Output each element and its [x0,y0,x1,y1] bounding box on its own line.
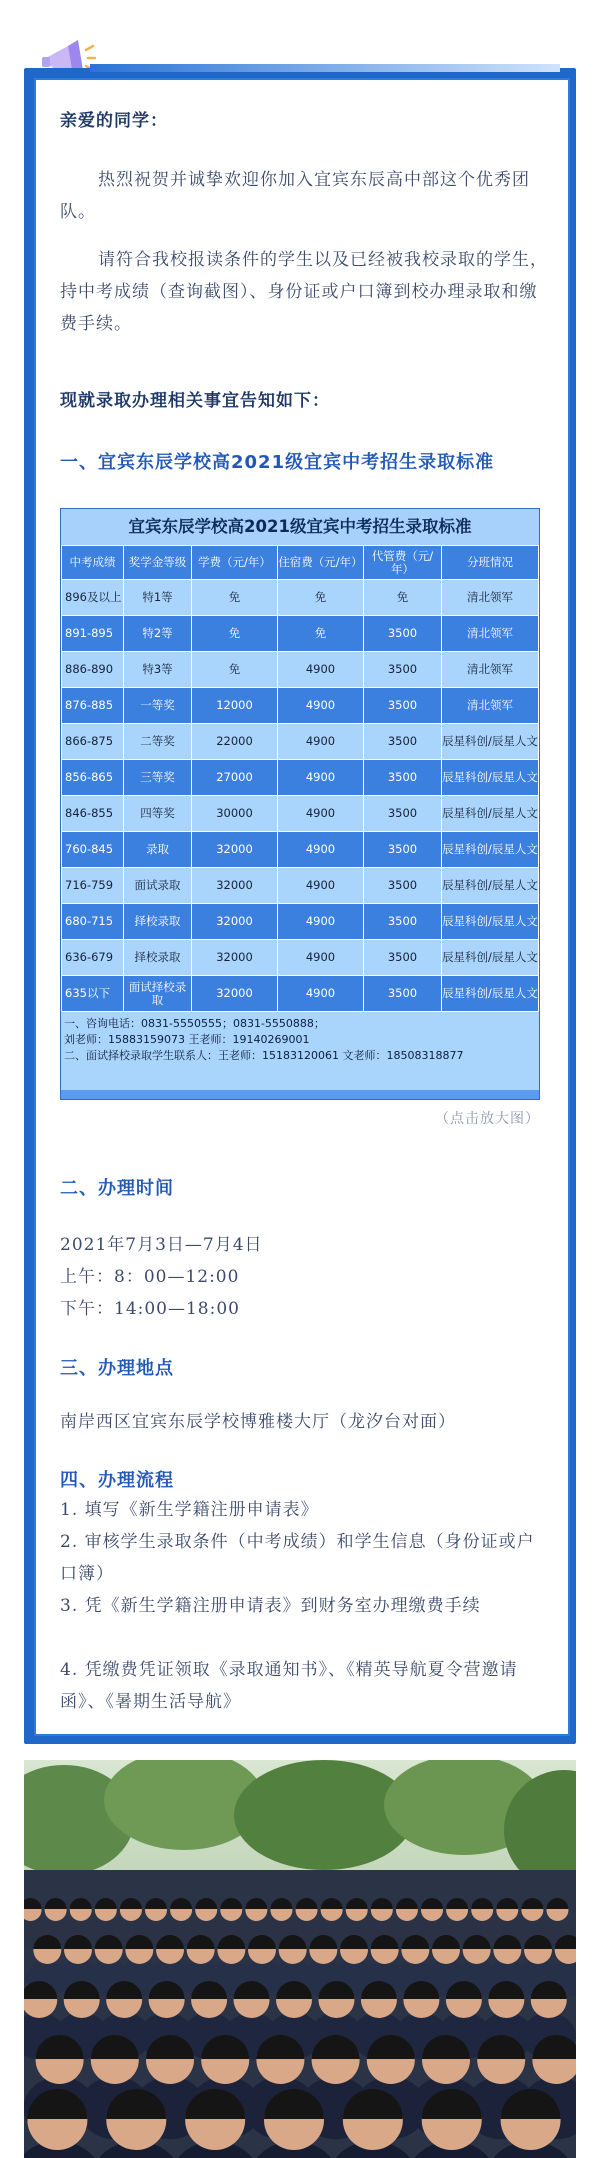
table-cell: 清北领军 [442,688,539,724]
table-cell: 辰星科创/辰星人文 [442,724,539,760]
table-row [62,652,539,688]
table-cell: 清北领军 [442,616,539,652]
table-cell: 891-895 [62,616,124,652]
table-cell: 32000 [192,940,278,976]
table-cell: 3500 [364,688,442,724]
table-cell: 12000 [192,688,278,724]
table-cell: 辰星科创/辰星人文 [442,940,539,976]
table-cell: 30000 [192,796,278,832]
table-cell: 4900 [278,940,364,976]
table-row [62,616,539,652]
table-notes [61,1012,539,1090]
table-cell: 四等奖 [124,796,192,832]
table-cell: 免 [192,616,278,652]
table-body [62,580,539,1012]
time-date: 2021年7月3日—7月4日 [60,1235,263,1255]
table-cell: 32000 [192,976,278,1012]
welcome-paragraph: 热烈祝贺并诚挚欢迎你加入宜宾东辰高中部这个优秀团队。 [60,170,530,222]
section-title-location: 三、办理地点 [60,1358,174,1379]
table-cell: 三等奖 [124,760,192,796]
table-cell: 辰星科创/辰星人文 [442,868,539,904]
table-cell: 3500 [364,796,442,832]
table-row [62,580,539,616]
header-tuition: 学费（元/年） [192,546,278,580]
table-cell: 3500 [364,652,442,688]
table-cell: 面试择校录取 [124,976,192,1012]
table-cell: 3500 [364,724,442,760]
table-cell: 一等奖 [124,688,192,724]
students-photo-illustration [24,1760,576,2158]
table-cell: 716-759 [62,868,124,904]
table-cell: 760-845 [62,832,124,868]
table-row [62,688,539,724]
note-line: 二、面试择校录取学生联系人：王老师：15183120061 文老师：18508318877 [64,1049,464,1062]
process-step: 2. 审核学生录取条件（中考成绩）和学生信息（身份证或户口簿） [60,1532,535,1584]
header-scholarship: 奖学金等级 [124,546,192,580]
students-photo [24,1760,576,2158]
table-cell: 22000 [192,724,278,760]
notice-intro: 现就录取办理相关事宜告知如下： [60,391,330,411]
table-cell: 辰星科创/辰星人文 [442,832,539,868]
enlarge-caption[interactable]: （点击放大图） [435,1111,540,1127]
table-row [62,760,539,796]
note-line: 一、咨询电话：0831-5550555；0831-5550888； [64,1017,325,1030]
table-cell: 32000 [192,868,278,904]
table-cell: 4900 [278,760,364,796]
table-row [62,796,539,832]
table-cell: 辰星科创/辰星人文 [442,904,539,940]
greeting: 亲爱的同学： [60,111,168,131]
process-step: 1. 填写《新生学籍注册申请表》 [60,1500,319,1520]
table-cell: 886-890 [62,652,124,688]
table-cell: 二等奖 [124,724,192,760]
table-cell: 4900 [278,688,364,724]
table-cell: 680-715 [62,904,124,940]
table-cell: 择校录取 [124,904,192,940]
table-row [62,940,539,976]
header-lodging: 住宿费（元/年） [278,546,364,580]
table-cell: 择校录取 [124,940,192,976]
frame-accent [90,64,560,72]
table-cell: 636-679 [62,940,124,976]
note-line: 刘老师：15883159073 王老师：19140269001 [64,1033,310,1046]
table-cell: 清北领军 [442,652,539,688]
table-row [62,724,539,760]
table-cell: 3500 [364,868,442,904]
table-cell: 3500 [364,760,442,796]
table-cell: 4900 [278,868,364,904]
table-title: 宜宾东辰学校高2021级宜宾中考招生录取标准 [61,509,539,545]
location-text: 南岸西区宜宾东辰学校博雅楼大厅（龙汐台对面） [60,1412,456,1432]
table-cell: 辰星科创/辰星人文 [442,760,539,796]
header-class: 分班情况 [442,546,539,580]
table-cell: 3500 [364,832,442,868]
table-cell: 免 [192,652,278,688]
process-step: 3. 凭《新生学籍注册申请表》到财务室办理缴费手续 [60,1596,481,1616]
table-cell: 特3等 [124,652,192,688]
header-custody: 代管费（元/年） [364,546,442,580]
section-title-time: 二、办理时间 [60,1178,174,1199]
table-cell: 876-885 [62,688,124,724]
table-cell: 3500 [364,976,442,1012]
table-cell: 896及以上 [62,580,124,616]
table-cell: 免 [192,580,278,616]
table-row [62,868,539,904]
table-cell: 4900 [278,904,364,940]
table-cell: 3500 [364,940,442,976]
table-cell: 特2等 [124,616,192,652]
table-cell: 免 [364,580,442,616]
table-cell: 4900 [278,976,364,1012]
table-cell: 4900 [278,832,364,868]
time-afternoon: 下午：14:00—18:00 [60,1299,240,1319]
table-cell: 27000 [192,760,278,796]
table-row [62,904,539,940]
table-cell: 辰星科创/辰星人文 [442,796,539,832]
table-cell: 免 [278,616,364,652]
time-morning: 上午：8：00—12:00 [60,1267,240,1287]
section-title-standards: 一、宜宾东辰学校高2021级宜宾中考招生录取标准 [60,452,495,473]
table-cell: 32000 [192,832,278,868]
table-cell: 面试录取 [124,868,192,904]
table-cell: 录取 [124,832,192,868]
table-cell: 4900 [278,724,364,760]
table-cell: 4900 [278,652,364,688]
table-cell: 3500 [364,616,442,652]
table-cell: 856-865 [62,760,124,796]
process-step: 4. 凭缴费凭证领取《录取通知书》、《精英导航夏令营邀请函》、《暑期生活导航》 [60,1660,518,1712]
table-cell: 3500 [364,904,442,940]
standards-grid [61,545,539,1012]
table-cell: 32000 [192,904,278,940]
table-cell: 特1等 [124,580,192,616]
table-cell: 免 [278,580,364,616]
table-cell: 清北领军 [442,580,539,616]
table-cell: 866-875 [62,724,124,760]
table-row [62,976,539,1012]
table-row [62,832,539,868]
section-title-process: 四、办理流程 [60,1470,174,1491]
admission-standards-table[interactable] [60,508,540,1100]
table-cell: 635以下 [62,976,124,1012]
table-cell: 辰星科创/辰星人文 [442,976,539,1012]
instructions-paragraph: 请符合我校报读条件的学生以及已经被我校录取的学生，持中考成绩（查询截图）、身份证或户口簿到校办理录取和缴费手续。 [60,250,548,334]
table-cell: 846-855 [62,796,124,832]
header-score: 中考成绩 [62,546,124,580]
table-cell: 4900 [278,796,364,832]
